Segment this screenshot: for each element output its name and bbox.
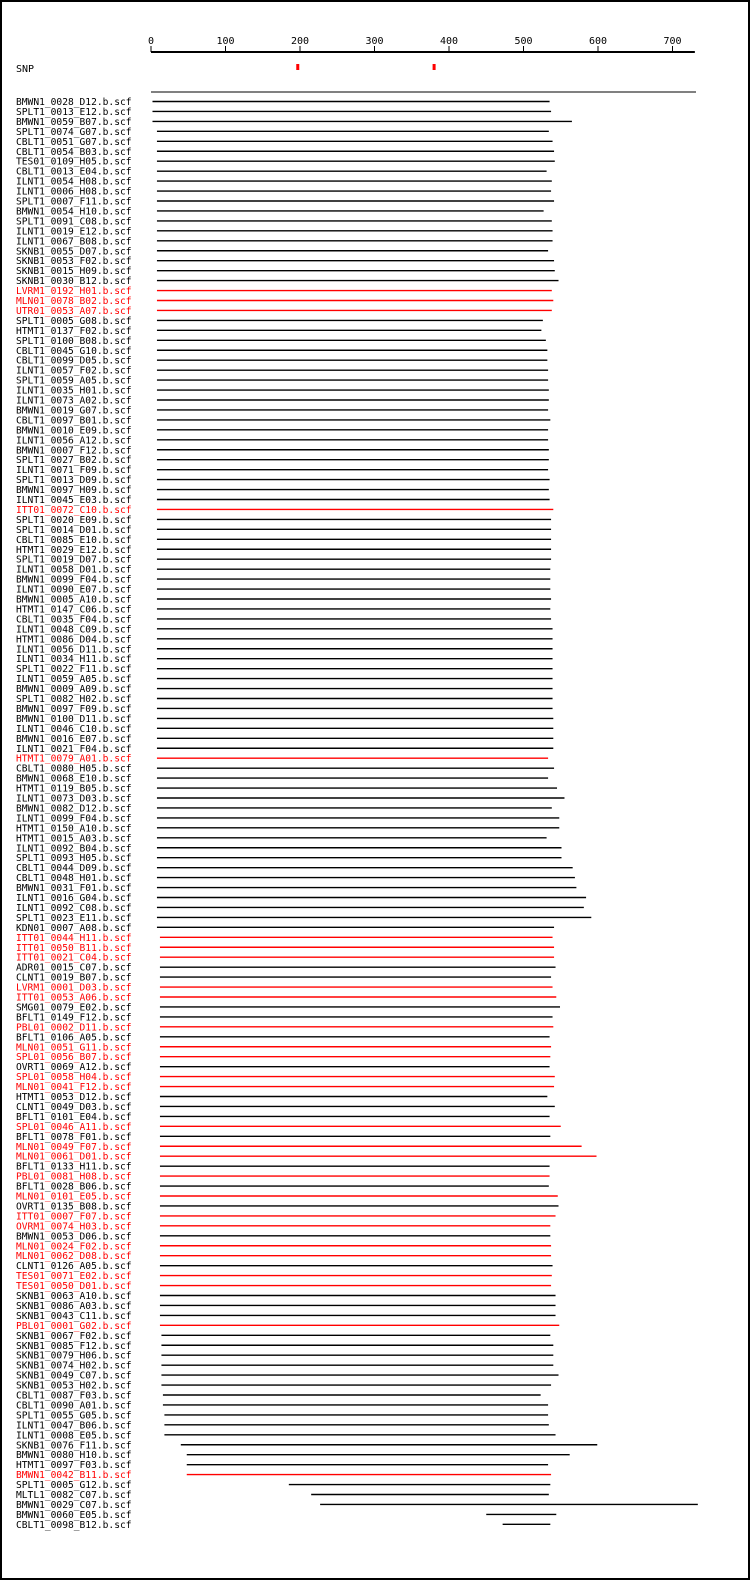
read-name: SKNB1_0067_F02.b.scf	[16, 1330, 132, 1342]
read-name: LVRM1_0001_D03.b.scf	[16, 982, 132, 994]
read-name: SPLT1_0059_A05.b.scf	[16, 375, 132, 387]
read-name: BMWN1_0054_H10.b.scf	[16, 206, 132, 218]
read-name: HTMT1_0053_D12.b.scf	[16, 1092, 132, 1103]
read-name: SPLT1_0082_H02.b.scf	[16, 694, 132, 705]
read-name: CBLT1_0099_D05.b.scf	[16, 355, 132, 367]
read-name: ILNT1_0006_H08.b.scf	[16, 186, 132, 198]
read-name: SPLT1_0074_G07.b.scf	[16, 126, 132, 138]
snp-marker	[296, 64, 299, 70]
read-name: UTR01_0053_A07.b.scf	[16, 305, 132, 317]
read-name: CBLT1_0080_H05.b.scf	[16, 763, 132, 775]
axis-tick-label: 500	[514, 36, 533, 47]
read-name: ILNT1_0057_F02.b.scf	[16, 365, 132, 377]
read-name: SPLT1_0005_G08.b.scf	[16, 315, 132, 327]
read-name: BFLT1_0106_A05.b.scf	[16, 1032, 132, 1044]
read-name: MLN01_0051_G11.b.scf	[16, 1042, 132, 1054]
position-axis	[148, 36, 695, 52]
read-name: BMWN1_0031_F01.b.scf	[16, 883, 132, 895]
read-name: HTMT1_0029_E12.b.scf	[16, 544, 132, 556]
read-name: SPLT1_0055_G05.b.scf	[16, 1410, 132, 1422]
read-name: BMWN1_0016_E07.b.scf	[16, 733, 132, 745]
read-name: BMWN1_0099_F04.b.scf	[16, 574, 132, 586]
read-name: SPLT1_0020_E09.b.scf	[16, 514, 132, 526]
read-name: SPLT1_0013_D09.b.scf	[16, 475, 132, 487]
read-name: ILNT1_0092_B04.b.scf	[16, 843, 132, 855]
read-name: ITT01_0072_C10.b.scf	[16, 504, 132, 516]
read-name: SMG01_0079_E02.b.scf	[16, 1002, 132, 1014]
read-name: BFLT1_0101_E04.b.scf	[16, 1111, 132, 1123]
read-name: SKNB1_0053_H02.b.scf	[16, 1380, 132, 1392]
alignment-canvas	[2, 2, 748, 1578]
read-name: BMWN1_0060_E05.b.scf	[16, 1509, 132, 1521]
read-name: SKNB1_0063_A10.b.scf	[16, 1291, 132, 1302]
read-name: OVRT1_0135_B08.b.scf	[16, 1201, 132, 1213]
read-name: MLTL1_0082_C07.b.scf	[16, 1490, 132, 1501]
read-row	[16, 1520, 550, 1531]
read-name: SKNB1_0079_H06.b.scf	[16, 1350, 132, 1362]
read-name: SKNB1_0076_F11.b.scf	[16, 1440, 132, 1452]
read-name: BMWN1_0029_C07.b.scf	[16, 1499, 132, 1511]
read-name: SPLT1_0091_C08.b.scf	[16, 216, 132, 228]
read-name: TES01_0071_E02.b.scf	[16, 1271, 132, 1283]
read-name: PBL01_0081_H08.b.scf	[16, 1171, 132, 1183]
read-name: SPLT1_0100_B08.b.scf	[16, 335, 132, 347]
read-name: MLN01_0101_E05.b.scf	[16, 1191, 132, 1203]
read-name: BMWN1_0053_D06.b.scf	[16, 1231, 132, 1243]
read-name: PBL01_0001_G02.b.scf	[16, 1320, 132, 1332]
read-name: SPLT1_0019_D07.b.scf	[16, 554, 132, 566]
read-name: BMWN1_0068_E10.b.scf	[16, 773, 132, 785]
read-name: HTMT1_0097_F03.b.scf	[16, 1460, 132, 1472]
read-name: ITT01_0007_F07.b.scf	[16, 1211, 132, 1223]
read-name: HTMT1_0137_F02.b.scf	[16, 325, 132, 337]
read-name: BFLT1_0028_B06.b.scf	[16, 1181, 132, 1193]
axis-tick-label: 300	[365, 36, 384, 47]
read-name: SKNB1_0053_F02.b.scf	[16, 256, 132, 268]
read-name: BFLT1_0149_F12.b.scf	[16, 1012, 132, 1024]
read-name: CBLT1_0051_G07.b.scf	[16, 136, 132, 148]
read-name: ILNT1_0016_G04.b.scf	[16, 893, 132, 904]
read-name: BMWN1_0100_D11.b.scf	[16, 713, 132, 725]
read-name: BMWN1_0080_H10.b.scf	[16, 1450, 132, 1462]
read-name: HTMT1_0015_A03.b.scf	[16, 833, 132, 845]
read-name: SPLT1_0007_F11.b.scf	[16, 196, 132, 208]
read-name: ILNT1_0054_H08.b.scf	[16, 176, 132, 188]
axis-tick-label: 700	[663, 36, 682, 47]
read-name: BMWN1_0007_F12.b.scf	[16, 445, 132, 457]
read-name: SKNB1_0086_A03.b.scf	[16, 1300, 132, 1312]
read-name: ILNT1_0048_C09.b.scf	[16, 624, 132, 636]
read-name: SPLT1_0014_D01.b.scf	[16, 524, 132, 536]
read-name: ILNT1_0046_C10.b.scf	[16, 723, 132, 735]
read-name: CBLT1_0054_B03.b.scf	[16, 146, 132, 158]
read-name: CBLT1_0087_F03.b.scf	[16, 1390, 132, 1402]
snp-track	[296, 64, 435, 70]
read-name: SPL01_0058_H04.b.scf	[16, 1072, 132, 1084]
read-name: CBLT1_0085_E10.b.scf	[16, 534, 132, 546]
read-name: OVRM1_0074_H03.b.scf	[16, 1221, 132, 1233]
read-name: SKNB1_0085_F12.b.scf	[16, 1340, 132, 1352]
read-name: ILNT1_0021_F04.b.scf	[16, 743, 132, 755]
read-name: ILNT1_0034_H11.b.scf	[16, 654, 132, 666]
read-list	[16, 97, 698, 1531]
read-name: SKNB1_0030_B12.b.scf	[16, 276, 132, 288]
read-name: CBLT1_0090_A01.b.scf	[16, 1400, 132, 1412]
snp-track-label: SNP	[16, 64, 35, 75]
read-name: ILNT1_0099_F04.b.scf	[16, 813, 132, 825]
read-name: CBLT1_0035_F04.b.scf	[16, 614, 132, 626]
read-name: SPLT1_0027_B02.b.scf	[16, 455, 132, 467]
read-name: SPLT1_0013_E12.b.scf	[16, 106, 132, 118]
axis-tick-label: 200	[290, 36, 310, 47]
read-name: TES01_0109_H05.b.scf	[16, 156, 132, 168]
read-name: CBLT1_0097_B01.b.scf	[16, 415, 132, 427]
read-name: ILNT1_0067_B08.b.scf	[16, 236, 132, 248]
read-name: ILNT1_0008_E05.b.scf	[16, 1430, 132, 1442]
read-name: BMWN1_0010_E09.b.scf	[16, 425, 132, 437]
read-name: ILNT1_0059_A05.b.scf	[16, 674, 132, 686]
read-name: ITT01_0053_A06.b.scf	[16, 992, 132, 1004]
read-name: BMWN1_0097_H09.b.scf	[16, 485, 132, 497]
read-name: SKNB1_0015_H09.b.scf	[16, 266, 132, 278]
read-name: BMWN1_0009_A09.b.scf	[16, 684, 132, 696]
read-name: ITT01_0044_H11.b.scf	[16, 932, 132, 944]
read-name: ADR01_0015_C07.b.scf	[16, 962, 132, 974]
read-name: CLNT1_0019_B07.b.scf	[16, 972, 132, 984]
snp-marker	[433, 64, 436, 70]
read-name: ITT01_0050_B11.b.scf	[16, 942, 132, 954]
read-name: ILNT1_0045_E03.b.scf	[16, 495, 132, 506]
read-name: MLN01_0049_F07.b.scf	[16, 1141, 132, 1153]
read-name: ILNT1_0035_H01.b.scf	[16, 385, 132, 397]
read-name: ILNT1_0058_D01.b.scf	[16, 564, 132, 576]
read-name: MLN01_0062_D08.b.scf	[16, 1251, 132, 1263]
read-name: CLNT1_0126_A05.b.scf	[16, 1261, 132, 1273]
read-name: BMWN1_0005_A10.b.scf	[16, 594, 132, 606]
read-name: ILNT1_0056_D11.b.scf	[16, 644, 132, 656]
read-name: ILNT1_0056_A12.b.scf	[16, 435, 132, 447]
read-name: ILNT1_0019_E12.b.scf	[16, 226, 132, 238]
read-name: KDN01_0007_A08.b.scf	[16, 922, 132, 934]
read-name: MLN01_0041_F12.b.scf	[16, 1082, 132, 1094]
read-name: SPLT1_0023_E11.b.scf	[16, 912, 132, 924]
read-name: SPL01_0046_A11.b.scf	[16, 1121, 132, 1133]
read-name: LVRM1_0192_H01.b.scf	[16, 286, 132, 298]
read-name: BMWN1_0097_F09.b.scf	[16, 703, 132, 715]
read-name: PBL01_0002_D11.b.scf	[16, 1022, 132, 1034]
read-name: SPL01_0056_B07.b.scf	[16, 1052, 132, 1064]
read-name: BMWN1_0082_D12.b.scf	[16, 803, 132, 815]
read-name: SPLT1_0093_H05.b.scf	[16, 853, 132, 865]
read-name: HTMT1_0119_B05.b.scf	[16, 783, 132, 795]
read-name: ILNT1_0073_D03.b.scf	[16, 793, 132, 805]
read-name: OVRT1_0069_A12.b.scf	[16, 1062, 132, 1074]
read-name: BMWN1_0028_D12.b.scf	[16, 97, 132, 108]
read-name: ILNT1_0071_F09.b.scf	[16, 465, 132, 477]
read-name: BFLT1_0133_H11.b.scf	[16, 1161, 132, 1173]
read-name: ILNT1_0090_E07.b.scf	[16, 584, 132, 596]
read-name: BMWN1_0059_B07.b.scf	[16, 116, 132, 128]
read-name: ILNT1_0073_A02.b.scf	[16, 395, 132, 407]
read-name: HTMT1_0147_C06.b.scf	[16, 604, 132, 616]
read-name: MLN01_0024_F02.b.scf	[16, 1241, 132, 1253]
read-name: CBLT1_0048_H01.b.scf	[16, 873, 132, 885]
read-name: BMWN1_0042_B11.b.scf	[16, 1470, 132, 1482]
read-name: SKNB1_0055_D07.b.scf	[16, 246, 132, 258]
read-name: HTMT1_0079_A01.b.scf	[16, 753, 132, 765]
read-name: BFLT1_0078_F01.b.scf	[16, 1131, 132, 1143]
axis-tick-label: 600	[588, 36, 608, 47]
read-name: CLNT1_0049_D03.b.scf	[16, 1101, 132, 1113]
axis-tick-label: 100	[216, 36, 235, 47]
read-name: SKNB1_0049_C07.b.scf	[16, 1370, 132, 1382]
read-name: CBLT1_0044_D09.b.scf	[16, 863, 132, 875]
read-name: SPLT1_0005_G12.b.scf	[16, 1480, 132, 1492]
read-name: SPLT1_0022_F11.b.scf	[16, 664, 132, 676]
read-name: ITT01_0021_C04.b.scf	[16, 952, 132, 964]
read-name: SKNB1_0043_C11.b.scf	[16, 1310, 132, 1322]
read-name: SKNB1_0074_H02.b.scf	[16, 1360, 132, 1372]
read-name: MLN01_0061_D01.b.scf	[16, 1151, 132, 1163]
read-name: MLN01_0078_B02.b.scf	[16, 296, 132, 307]
read-name: CBLT1_0013_E04.b.scf	[16, 166, 132, 178]
read-name: CBLT1_0098_B12.b.scf	[16, 1519, 132, 1531]
read-name: ILNT1_0047_B06.b.scf	[16, 1420, 132, 1432]
read-name: ILNT1_0092_C08.b.scf	[16, 902, 132, 914]
axis-tick-label: 400	[439, 36, 459, 47]
read-name: TES01_0050_D01.b.scf	[16, 1281, 132, 1293]
read-name: HTMT1_0086_D04.b.scf	[16, 634, 132, 646]
read-name: BMWN1_0019_G07.b.scf	[16, 405, 132, 417]
read-name: HTMT1_0150_A10.b.scf	[16, 823, 132, 835]
axis-tick-label: 0	[147, 36, 155, 47]
read-name: CBLT1_0045_G10.b.scf	[16, 345, 132, 357]
